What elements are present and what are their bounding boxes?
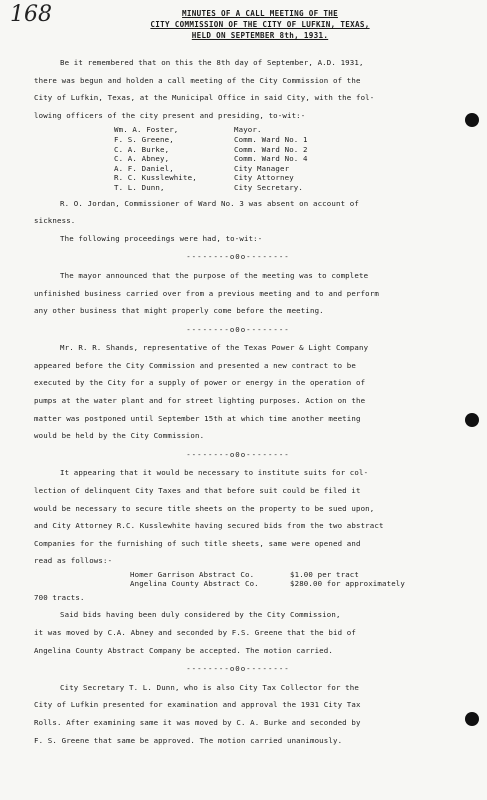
officer-row	[114, 135, 442, 145]
officer-row	[114, 164, 442, 174]
tax-rolls-line: City of Lufkin presented for examination and approval the 1931 City Tax	[34, 700, 361, 710]
power-contract-line: appeared before the City Commission and presented a new contract to be	[34, 360, 356, 370]
officer-row	[114, 154, 442, 164]
officer-name: F. S. Greene,	[114, 134, 174, 144]
officer-role: Mayor.	[234, 125, 262, 135]
bids-tail: 700 tracts.	[34, 592, 85, 602]
officer-row	[114, 145, 442, 155]
tax-suit-line: would be necessary to secure title sheets on the property to be sued upon,	[34, 503, 375, 513]
tax-suit-line: Companies for the furnishing of such title sheets, same were opened and	[34, 538, 361, 548]
power-contract-line: matter was postponed until September 15th at which time another meeting	[34, 413, 361, 423]
minutes-heading	[110, 8, 410, 41]
purpose-line: unfinished business carried over from a previous meeting and to and perform	[34, 288, 379, 298]
officer-role: City Attorney	[234, 173, 294, 183]
tax-rolls-line: F. S. Greene that same be approved. The motion carried unanimously.	[34, 735, 343, 745]
officer-name: Wm. A. Foster,	[114, 125, 179, 135]
bid-row	[130, 570, 442, 579]
bid-price: $280.00 for approximately	[290, 579, 405, 589]
absence-line: R. O. Jordan, Commissioner of Ward No. 3 was absent on account of	[60, 198, 359, 208]
opening-line: lowing officers of the city present and presiding, to-wit:-	[34, 110, 306, 120]
page-number: 168	[10, 2, 52, 27]
punch-hole-icon	[465, 712, 479, 726]
officer-role: City Manager	[234, 163, 290, 173]
officers-list	[114, 125, 442, 192]
bid-company: Homer Garrison Abstract Co.	[130, 570, 255, 579]
section-divider: --------o0o--------	[186, 252, 290, 262]
tax-suit-line: and City Attorney R.C. Kusslewhite having secured bids from the two abstract	[34, 521, 384, 531]
power-contract-line: would be held by the City Commission.	[34, 431, 205, 441]
officer-row	[114, 173, 442, 183]
power-contract-line: Mr. R. R. Shands, representative of the Texas Power & Light Company	[60, 343, 369, 353]
purpose-line: any other business that might properly come before the meeting.	[34, 306, 324, 316]
section-divider: --------o0o--------	[186, 324, 290, 334]
officer-role: City Secretary.	[234, 182, 303, 192]
absence-line: sickness.	[34, 216, 76, 226]
bids-list	[130, 570, 442, 589]
bid-decision-line: Said bids having been duly considered by the City Commission,	[60, 610, 341, 620]
officer-row	[114, 183, 442, 193]
opening-line: City of Lufkin, Texas, at the Municipal Office in said City, with the fol-	[34, 93, 375, 103]
section-divider: --------o0o--------	[186, 449, 290, 459]
heading-line: HELD ON SEPTEMBER 8th, 1931.	[191, 31, 329, 40]
tax-suit-line: It appearing that it would be necessary to institute suits for col-	[60, 468, 369, 478]
officer-name: C. A. Abney,	[114, 154, 170, 164]
tax-rolls-line: City Secretary T. L. Dunn, who is also City Tax Collector for the	[60, 682, 359, 692]
minutes-body	[34, 54, 442, 749]
tax-suit-line: lection of delinquent City Taxes and that before suit could be filed it	[34, 486, 361, 496]
heading-line: MINUTES OF A CALL MEETING OF THE	[182, 9, 338, 18]
bid-price: $1.00 per tract	[290, 570, 359, 579]
bid-company: Angelina County Abstract Co.	[130, 579, 259, 589]
officer-row	[114, 125, 442, 135]
section-divider: --------o0o--------	[186, 664, 290, 674]
heading-line: CITY COMMISSION OF THE CITY OF LUFKIN, TEXAS,	[150, 20, 370, 29]
opening-line: there was begun and holden a call meeting of the City Commission of the	[34, 75, 361, 85]
power-contract-line: executed by the City for a supply of power or energy in the operation of	[34, 378, 366, 388]
officer-name: R. C. Kusslewhite,	[114, 173, 197, 183]
punch-hole-icon	[465, 413, 479, 427]
officer-role: Comm. Ward No. 2	[234, 144, 308, 154]
punch-hole-icon	[465, 113, 479, 127]
officer-name: A. F. Daniel,	[114, 163, 174, 173]
bid-row	[130, 579, 442, 588]
purpose-line: The mayor announced that the purpose of the meeting was to complete	[60, 270, 369, 280]
proceedings-intro: The following proceedings were had, to-wit:-	[60, 233, 263, 243]
officer-name: C. A. Burke,	[114, 144, 170, 154]
officer-role: Comm. Ward No. 1	[234, 134, 308, 144]
officer-name: T. L. Dunn,	[114, 182, 165, 192]
bid-decision-line: it was moved by C.A. Abney and seconded by F.S. Greene that the bid of	[34, 628, 356, 637]
power-contract-line: pumps at the water plant and for street lighting purposes. Action on the	[34, 396, 366, 406]
officer-role: Comm. Ward No. 4	[234, 154, 308, 164]
opening-line: Be it remembered that on this the 8th day of September, A.D. 1931,	[60, 58, 364, 67]
tax-suit-line: read as follows:-	[34, 556, 113, 566]
tax-rolls-line: Rolls. After examining same it was moved by C. A. Burke and seconded by	[34, 717, 361, 727]
bid-decision-line: Angelina County Abstract Company be accepted. The motion carried.	[34, 645, 333, 655]
